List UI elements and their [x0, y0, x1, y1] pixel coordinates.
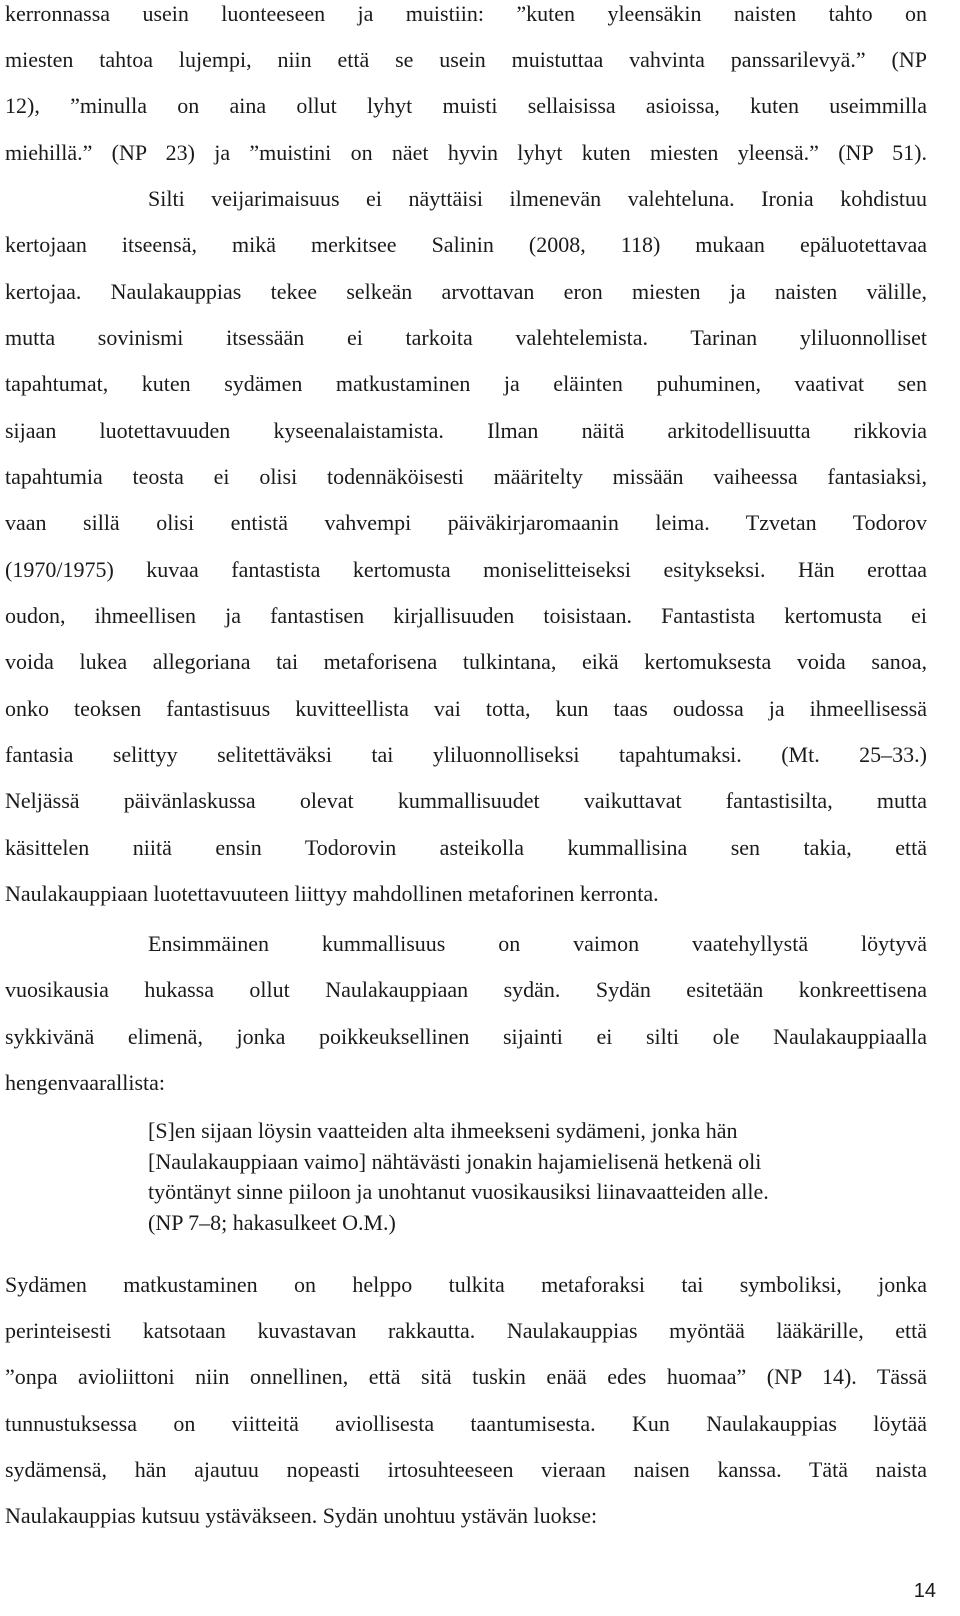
- body-line: tapahtumat, kuten sydämen matkustaminen ja eläinten puhuminen, vaativat sen: [5, 371, 927, 396]
- body-line: tapahtumia teosta ei olisi todennäköisesti määritelty missään vaiheessa fantasiaksi,: [5, 464, 927, 489]
- body-line: 12), ”minulla on aina ollut lyhyt muisti sellaisissa asioissa, kuten useimmilla: [5, 93, 927, 118]
- body-line: voida lukea allegoriana tai metaforisena tulkintana, eikä kertomuksesta voida sanoa,: [5, 649, 927, 674]
- page-number: 14: [913, 1580, 936, 1602]
- body-line: (1970/1975) kuvaa fantastista kertomusta moniselitteiseksi esitykseksi. Hän erottaa: [5, 557, 927, 582]
- body-line: vuosikausia hukassa ollut Naulakauppiaan sydän. Sydän esitetään konkreettisena: [5, 977, 927, 1002]
- body-line: tunnustuksessa on viitteitä aviollisesta taantumisesta. Kun Naulakauppias löytää: [5, 1411, 927, 1436]
- body-line: mutta sovinismi itsessään ei tarkoita valehtelemista. Tarinan yliluonnolliset: [5, 325, 927, 350]
- body-line: Sydämen matkustaminen on helppo tulkita metaforaksi tai symboliksi, jonka: [5, 1272, 927, 1297]
- body-line: onko teoksen fantastisuus kuvitteellista vai totta, kun taas oudossa ja ihmeellisessä: [5, 696, 927, 721]
- paragraph-last-line: Naulakauppiaan luotettavuuteen liittyy mahdollinen metaforinen kerronta.: [5, 881, 659, 906]
- body-line: sykkivänä elimenä, jonka poikkeuksellinen sijainti ei silti ole Naulakauppiaalla: [5, 1024, 927, 1049]
- body-line: käsittelen niitä ensin Todorovin asteikolla kummallisina sen takia, että: [5, 835, 927, 860]
- quote-line: [Naulakauppiaan vaimo] nähtävästi jonakin hajamielisenä hetkenä oli: [148, 1148, 762, 1174]
- body-line: Naulakauppias kutsuu ystäväkseen. Sydän unohtuu ystävän luokse:: [5, 1503, 598, 1528]
- body-line: perinteisesti katsotaan kuvastavan rakkautta. Naulakauppias myöntää lääkärille, että: [5, 1318, 927, 1343]
- body-line: miehillä.” (NP 23) ja ”muistini on näet hyvin lyhyt kuten miesten yleensä.” (NP 51).: [5, 140, 927, 165]
- body-line: kertojaa. Naulakauppias tekee selkeän arvottavan eron miesten ja naisten välille,: [5, 279, 927, 304]
- body-line: fantasia selittyy selitettäväksi tai yliluonnolliseksi tapahtumaksi. (Mt. 25–33.): [5, 742, 927, 767]
- body-line: sijaan luotettavuuden kyseenalaistamista. Ilman näitä arkitodellisuutta rikkovia: [5, 418, 927, 443]
- body-line: vaan sillä olisi entistä vahvempi päiväkirjaromaanin leima. Tzvetan Todorov: [5, 510, 927, 535]
- body-line: miesten tahtoa lujempi, niin että se usein muistuttaa vahvinta panssarilevyä.” (NP: [5, 47, 927, 72]
- quote-citation: (NP 7–8; hakasulkeet O.M.): [148, 1209, 396, 1235]
- body-line: Neljässä päivänlaskussa olevat kummallisuudet vaikuttavat fantastisilta, mutta: [5, 788, 927, 813]
- body-line: sydämensä, hän ajautuu nopeasti irtosuhteeseen vieraan naisen kanssa. Tätä naista: [5, 1457, 927, 1482]
- body-line: kerronnassa usein luonteeseen ja muistiin: ”kuten yleensäkin naisten tahto on: [5, 1, 927, 26]
- quote-line: [S]en sijaan löysin vaatteiden alta ihmeekseni sydämeni, jonka hän: [148, 1118, 738, 1143]
- block-quote: [148, 1116, 928, 1238]
- quote-line: työntänyt sinne piiloon ja unohtanut vuosikausiksi liinavaatteiden alle.: [148, 1179, 769, 1204]
- body-line: kertojaan itseensä, mikä merkitsee Salinin (2008, 118) mukaan epäluotettavaa: [5, 232, 927, 257]
- body-line: ”onpa avioliittoni niin onnellinen, että sitä tuskin enää edes huomaa” (NP 14). Tässä: [5, 1364, 927, 1389]
- paragraph-first-line: Ensimmäinen kummallisuus on vaimon vaatehyllystä löytyvä: [148, 931, 927, 956]
- paragraph-first-line: Silti veijarimaisuus ei näyttäisi ilmenevän valehteluna. Ironia kohdistuu: [148, 186, 927, 211]
- paragraph-last-line: hengenvaarallista:: [5, 1070, 166, 1095]
- body-line: oudon, ihmeellisen ja fantastisen kirjallisuuden toisistaan. Fantastista kertomusta ei: [5, 603, 927, 628]
